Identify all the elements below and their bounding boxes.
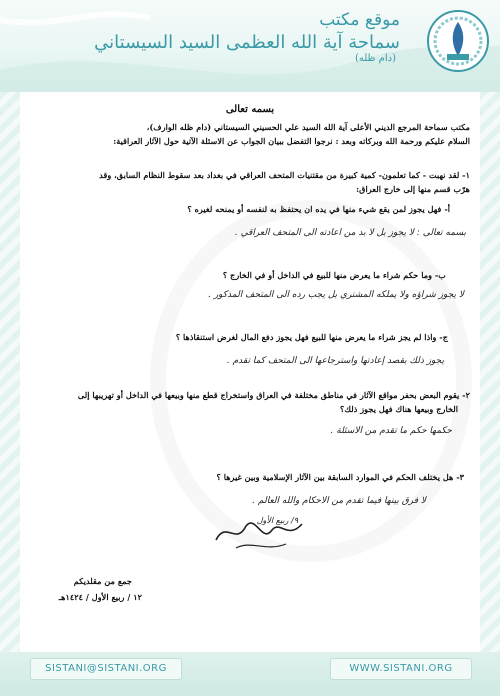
question-1-line-1: ١- لقد نهبت - كما تعلمون- كمية كبيرة من مقتنيات المتحف العراقي في بغداد بعد سقوط النظام السابق، وقد (99, 170, 470, 180)
site-title: موقع مكتب (319, 10, 400, 30)
honorific: (دام ظله) (354, 53, 396, 64)
left-side-decoration (0, 92, 20, 652)
sender-line-1: جمع من مقلديكم (73, 576, 132, 586)
right-side-decoration (480, 92, 500, 652)
addressee-line-1: مكتب سماحة المرجع الديني الأعلى آية الله السيد علي الحسيني السيستاني (دام ظله الوارف)، (146, 122, 470, 132)
footer-website-link[interactable]: WWW.SISTANI.ORG (330, 658, 472, 680)
document-heading: بسمه تعالى (225, 104, 275, 115)
addressee-line-2: السلام عليكم ورحمة الله وبركاته وبعد : نرجوا التفضل ببيان الجواب عن الاسئلة الآتية حول الآثار العراقية: (113, 136, 470, 146)
seal-date: ٩/ ربيع الأول (256, 516, 298, 525)
answer-1-ba: لا يجوز شراؤه ولا يملكه المشتري بل يجب رده الى المتحف المذكور . (208, 290, 464, 300)
question-1-line-2: هرّب قسم منها إلى خارج العراق: (356, 184, 470, 194)
question-3: ٣- هل يختلف الحكم في الموارد السابقة بين الآثار الإسلامية وبين غيرها ؟ (216, 472, 464, 482)
header-band (0, 0, 500, 92)
question-2-line-2: الخارج وبيعها هناك فهل يجوز ذلك؟ (339, 404, 458, 414)
question-2-line-1: ٢- يقوم البعض بحفر مواقع الآثار في مناطق مختلفة في العراق واستخراج قطع منها وبيعها في الداخل أو تهريبها إلى (77, 390, 470, 400)
answer-1-alef: بسمه تعالى : لا يجوز بل لا بد من اعادته الى المتحف العراقي . (234, 228, 466, 238)
question-1-ba: ب- وما حكم شراء ما يعرض منها للبيع في الداخل أو في الخارج ؟ (222, 270, 446, 280)
question-1-jim: ج- واذا لم يجز شراء ما يعرض منها للبيع فهل يجوز دفع المال لغرض استنقاذها ؟ (175, 332, 448, 342)
footer-email-link[interactable]: SISTANI@SISTANI.ORG (30, 658, 182, 680)
answer-2: حكمها حكم ما تقدم من الاسئلة . (330, 426, 452, 436)
site-subtitle-text: سماحة آية الله العظمى السيد السيستاني (94, 32, 400, 53)
answer-1-jim: يجوز ذلك بقصد إعادتها واسترجاعها الى المتحف كما تقدم . (226, 356, 444, 366)
seal-watermark (150, 200, 472, 562)
sender-date: ١٢ / ربيع الأول / ١٤٢٤هـ (58, 592, 142, 602)
question-1-alef: أ- فهل يجوز لمن يقع شيء منها في يده ان يحتفظ به لنفسه أو يمنحه لغيره ؟ (187, 204, 450, 214)
site-logo-icon[interactable] (425, 8, 491, 74)
answer-3: لا فرق بينها فيما تقدم من الاحكام والله العالم . (252, 496, 426, 506)
site-subtitle (70, 32, 400, 74)
